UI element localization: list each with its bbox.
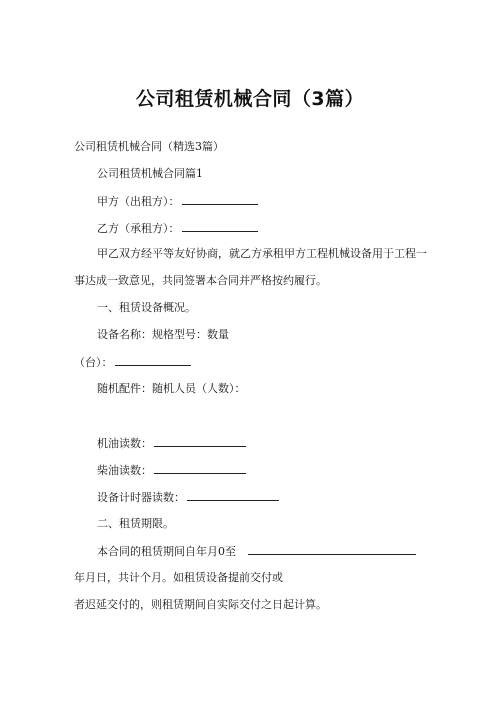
paragraph-text-1: 甲乙双方经平等友好协商，就乙方承租甲方工程机械设备用于工程一 xyxy=(97,247,427,260)
party-b-blank xyxy=(182,221,258,232)
party-b-line xyxy=(97,221,258,236)
accessories-line xyxy=(97,382,246,396)
lease-period-text-1: 本合同的租赁期间自年月0至 xyxy=(97,545,236,558)
party-b-label: 乙方（承租方）： xyxy=(97,222,180,235)
equipment-name-text: 设备名称：规格型号：数量 xyxy=(97,328,229,341)
party-a-line xyxy=(97,194,258,209)
lease-period-line-2 xyxy=(74,571,283,585)
hour-meter-label: 设备计时器读数： xyxy=(97,491,185,504)
diesel-label: 柴油读数： xyxy=(97,464,152,477)
lease-period-text-2: 年月日，共计个月。如租赁设备提前交付或 xyxy=(74,571,283,584)
hour-meter-line xyxy=(97,490,279,505)
hour-meter-blank xyxy=(187,490,279,501)
diesel-line xyxy=(97,463,246,478)
quantity-blank xyxy=(115,355,191,366)
diesel-blank xyxy=(154,463,246,474)
quantity-unit-line xyxy=(74,355,191,370)
clause-two-text: 二、租赁期限。 xyxy=(97,517,174,530)
paragraph-line-1 xyxy=(97,247,427,261)
lease-period-line-3 xyxy=(74,598,327,612)
engine-oil-line xyxy=(97,436,246,451)
lease-period-blank xyxy=(248,544,416,555)
engine-oil-blank xyxy=(154,436,246,447)
party-a-label: 甲方（出租方）： xyxy=(97,195,180,208)
clause-two-heading xyxy=(97,517,174,531)
subtitle-line xyxy=(74,140,224,154)
clause-one-heading xyxy=(97,301,196,315)
accessories-text: 随机配件：随机人员（人数）： xyxy=(97,382,246,395)
document-title: 公司租赁机械合同（3篇） xyxy=(135,88,365,110)
engine-oil-label: 机油读数： xyxy=(97,437,152,450)
paragraph-text-2: 事达成一致意见，共同签署本合同并严格按约履行。 xyxy=(74,274,327,287)
section-heading-text: 公司租赁机械合同篇1 xyxy=(97,167,203,180)
lease-period-text-3: 者迟延交付的，则租赁期间自实际交付之日起计算。 xyxy=(74,598,327,611)
paragraph-line-2 xyxy=(74,274,327,288)
lease-period-line-1 xyxy=(97,544,416,559)
equipment-name-line xyxy=(97,328,229,342)
quantity-unit-label: （台）： xyxy=(74,356,113,369)
clause-one-text: 一、租赁设备概况。 xyxy=(97,301,196,314)
subtitle-text: 公司租赁机械合同（精选3篇） xyxy=(74,140,224,153)
party-a-blank xyxy=(182,194,258,205)
section-heading-1 xyxy=(97,167,203,181)
